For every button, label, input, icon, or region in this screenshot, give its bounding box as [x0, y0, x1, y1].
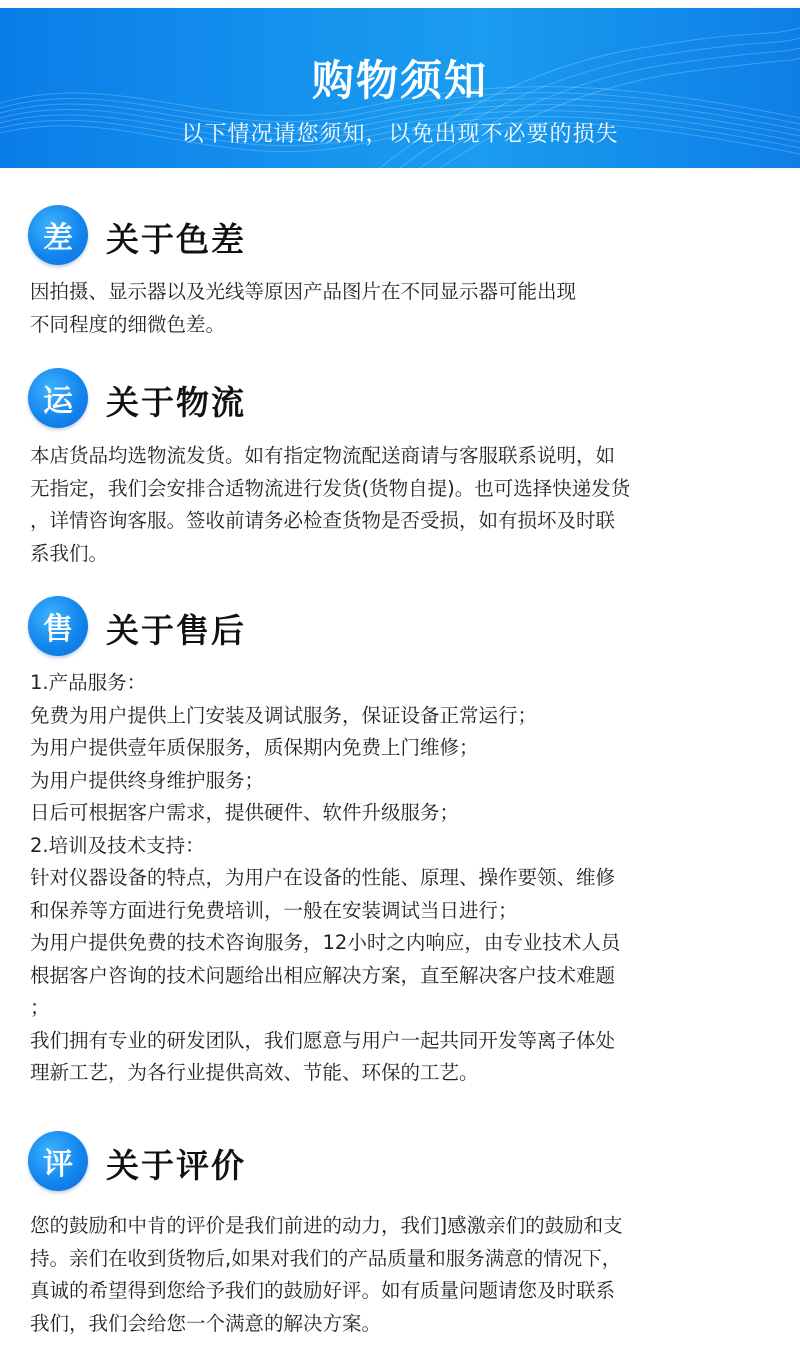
banner — [0, 8, 800, 168]
top-strip — [0, 0, 800, 8]
body-line: ； — [30, 996, 50, 1019]
body-line: 无指定，我们会安排合适物流进行发货(货物自提)。也可选择快递发货 — [30, 476, 631, 500]
section-body — [30, 1210, 760, 1340]
body-line: 为用户提供壹年质保服务，质保期内免费上门维修； — [30, 736, 479, 759]
section-title: 关于评价 — [106, 1146, 246, 1185]
body-line: 针对仪器设备的特点，为用户在设备的性能、原理、操作要领、维修 — [30, 866, 616, 889]
body-line: 2.培训及技术支持： — [30, 833, 205, 857]
body-line: 为用户提供免费的技术咨询服务，12小时之内响应，由专业技术人员 — [30, 931, 621, 954]
body-line: 真诚的希望得到您给予我们的鼓励好评。如有质量问题请您及时联系 — [30, 1279, 616, 1302]
section-header — [0, 596, 800, 660]
body-line: 和保养等方面进行免费培训，一般在安装调试当日进行； — [30, 898, 518, 922]
section-badge-icon: 运 — [28, 368, 88, 428]
section-badge-icon: 差 — [28, 205, 88, 265]
section-title: 关于物流 — [106, 383, 246, 422]
body-line: 日后可根据客户需求，提供硬件、软件升级服务； — [30, 801, 460, 824]
body-line: 系我们。 — [30, 541, 109, 565]
section-header — [0, 1131, 800, 1195]
section-title: 关于售后 — [106, 611, 246, 650]
section-reviews — [0, 1131, 800, 1335]
section-body — [30, 667, 760, 1090]
body-line: 我们，我们会给您一个满意的解决方案。 — [30, 1311, 382, 1335]
section-logistics — [0, 368, 800, 565]
body-line: 我们拥有专业的研发团队，我们愿意与用户一起共同开发等离子体处 — [30, 1028, 616, 1052]
body-line: 理新工艺，为各行业提供高效、节能、环保的工艺。 — [30, 1061, 479, 1084]
body-line: 本店货品均选物流发货。如有指定物流配送商请与客服联系说明，如 — [30, 444, 616, 467]
section-color-difference — [0, 205, 800, 336]
section-body — [30, 440, 760, 570]
body-line: 1.产品服务： — [30, 671, 147, 694]
body-line: 您的鼓励和中肯的评价是我们前进的动力，我们]感激亲们的鼓励和支 — [30, 1214, 623, 1237]
body-line: ，详情咨询客服。签收前请务必检查货物是否受损，如有损坏及时联 — [30, 509, 616, 532]
body-line: 免费为用户提供上门安装及调试服务，保证设备正常运行； — [30, 703, 538, 727]
body-line: 不同程度的细微色差。 — [30, 312, 226, 336]
body-line: 因拍摄、显示器以及光线等原因产品图片在不同显示器可能出现 — [30, 280, 577, 303]
page-subtitle: 以下情况请您须知，以免出现不必要的损失 — [181, 122, 619, 147]
section-badge-icon: 售 — [28, 596, 88, 656]
section-title: 关于色差 — [106, 220, 246, 259]
section-body — [30, 276, 760, 341]
section-header — [0, 205, 800, 269]
section-badge-icon: 评 — [28, 1131, 88, 1191]
body-line: 根据客户咨询的技术问题给出相应解决方案，直至解决客户技术难题 — [30, 963, 616, 987]
body-line: 持。亲们在收到货物后,如果对我们的产品质量和服务满意的情况下， — [30, 1246, 622, 1270]
body-line: 为用户提供终身维护服务； — [30, 768, 265, 792]
page-title: 购物须知 — [311, 56, 488, 105]
section-header — [0, 368, 800, 432]
section-after-sales — [0, 596, 800, 1084]
